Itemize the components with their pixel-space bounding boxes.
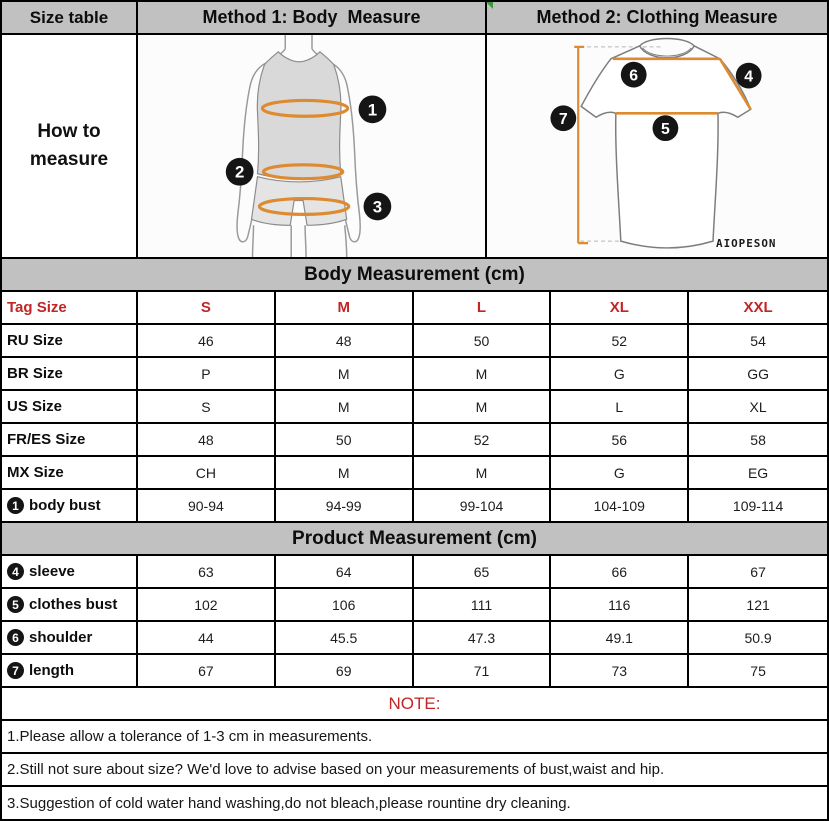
size-value: 50	[414, 325, 552, 356]
size-value: 94-99	[276, 490, 414, 521]
size-value: 46	[138, 325, 276, 356]
size-value: 116	[551, 589, 689, 620]
numbered-bullet-icon: 6	[7, 629, 24, 646]
size-value: M	[276, 292, 414, 323]
note-item-3: 3.Suggestion of cold water hand washing,do not bleach,please rountine dry cleaning.	[7, 794, 571, 812]
top-header-row	[2, 2, 827, 35]
clothing-measure-illustration	[487, 35, 827, 257]
numbered-bullet-icon: 5	[7, 596, 24, 613]
table-row	[2, 325, 827, 358]
row-label	[2, 556, 138, 587]
body-marker-1	[359, 95, 387, 123]
size-value: 67	[138, 655, 276, 686]
size-value: CH	[138, 457, 276, 488]
product-measurement-table	[2, 556, 827, 688]
size-value: XL	[551, 292, 689, 323]
product-measurement-title: Product Measurement (cm)	[2, 523, 827, 556]
size-table-header: Size table	[2, 2, 138, 33]
size-value: 50.9	[744, 629, 772, 646]
table-row	[2, 622, 827, 655]
size-value: 52	[414, 424, 552, 455]
svg-text:1: 1	[367, 100, 378, 120]
row-label	[2, 391, 138, 422]
size-value: L	[414, 292, 552, 323]
size-value: 54	[750, 332, 766, 349]
size-value: G	[551, 358, 689, 389]
method1-header: Method 1: Body Measure	[138, 2, 487, 33]
table-row	[2, 391, 827, 424]
size-value: 44	[138, 622, 276, 653]
size-value: P	[138, 358, 276, 389]
row-label-text: body bust	[29, 497, 101, 514]
row-label-text: sleeve	[29, 563, 75, 580]
size-value: EG	[747, 464, 769, 481]
size-value: 75	[750, 662, 766, 679]
svg-text:5: 5	[661, 121, 670, 139]
shirt-marker-7	[550, 105, 576, 131]
body-marker-3	[364, 193, 392, 221]
size-value: 71	[414, 655, 552, 686]
size-value: 64	[276, 556, 414, 587]
size-value: XXL	[743, 299, 773, 316]
size-value: 47.3	[414, 622, 552, 653]
size-value: L	[551, 391, 689, 422]
size-value: S	[138, 391, 276, 422]
size-value: 111	[414, 589, 552, 620]
body-figure-image	[138, 35, 485, 257]
size-value: 73	[551, 655, 689, 686]
shirt-marker-6	[621, 62, 647, 88]
numbered-bullet-icon: 4	[7, 563, 24, 580]
size-value: 102	[138, 589, 276, 620]
svg-text:7: 7	[558, 111, 568, 129]
note-item-1: 1.Please allow a tolerance of 1-3 cm in measurements.	[2, 721, 827, 754]
row-label	[2, 589, 138, 620]
numbered-bullet-icon: 7	[7, 662, 24, 679]
size-value: 50	[276, 424, 414, 455]
size-value: 69	[276, 655, 414, 686]
row-label	[2, 655, 138, 686]
row-label-text: clothes bust	[29, 596, 118, 613]
note-item-2: 2.Still not sure about size? We'd love to advise based on your measurements of bust,waist and hip.	[2, 754, 827, 787]
body-measurement-title: Body Measurement (cm)	[2, 259, 827, 292]
size-value: M	[276, 391, 414, 422]
row-label	[2, 457, 138, 488]
row-label	[2, 325, 138, 356]
size-value: M	[414, 457, 552, 488]
size-value: 48	[138, 424, 276, 455]
table-row	[2, 490, 827, 523]
size-value: 45.5	[276, 622, 414, 653]
row-label	[2, 424, 138, 455]
svg-text:4: 4	[744, 68, 754, 86]
shirt-marker-4	[736, 63, 762, 89]
row-label-text: US Size	[7, 398, 63, 415]
svg-text:6: 6	[629, 67, 639, 85]
size-value: 121	[746, 596, 770, 613]
body-measure-illustration	[138, 35, 487, 257]
brand-text: AIOPESON	[716, 237, 777, 251]
size-value: M	[276, 457, 414, 488]
size-value: 65	[414, 556, 552, 587]
table-row	[2, 424, 827, 457]
body-measurement-table	[2, 292, 827, 523]
size-value: 48	[276, 325, 414, 356]
table-row	[2, 292, 827, 325]
row-label-text: FR/ES Size	[7, 431, 86, 448]
row-label-text: MX Size	[7, 464, 64, 481]
size-value: 67	[750, 563, 766, 580]
size-value: M	[276, 358, 414, 389]
size-value: 99-104	[414, 490, 552, 521]
row-label	[2, 622, 138, 653]
tshirt-figure-image	[487, 35, 827, 257]
svg-text:3: 3	[372, 197, 383, 217]
row-label	[2, 490, 138, 521]
table-row	[2, 358, 827, 391]
body-marker-2	[226, 158, 254, 186]
row-label	[2, 292, 138, 323]
how-to-measure-row	[2, 35, 827, 259]
row-label-text: RU Size	[7, 332, 63, 349]
size-value: M	[414, 358, 552, 389]
size-value: 106	[276, 589, 414, 620]
numbered-bullet-icon: 1	[7, 497, 24, 514]
method2-header: Method 2: Clothing Measure	[536, 7, 778, 27]
shirt-marker-5	[653, 115, 679, 141]
row-label	[2, 358, 138, 389]
size-value: 56	[551, 424, 689, 455]
size-value: XL	[749, 398, 767, 415]
size-value: S	[138, 292, 276, 323]
length-line	[574, 47, 588, 243]
row-label-text: length	[29, 662, 74, 679]
table-row	[2, 655, 827, 688]
size-value: GG	[747, 365, 769, 382]
size-value: G	[551, 457, 689, 488]
size-value: 104-109	[551, 490, 689, 521]
row-label-text: Tag Size	[7, 299, 67, 316]
size-value: 58	[750, 431, 766, 448]
row-label-text: BR Size	[7, 365, 63, 382]
size-value: 66	[551, 556, 689, 587]
row-label-text: shoulder	[29, 629, 93, 646]
size-value: 52	[551, 325, 689, 356]
table-row	[2, 457, 827, 490]
how-to-measure-label: How to measure	[2, 35, 138, 257]
size-value: 109-114	[732, 497, 784, 514]
svg-text:2: 2	[234, 162, 245, 182]
green-artifact-mark	[486, 2, 493, 9]
note-title: NOTE:	[2, 688, 827, 721]
size-value: M	[414, 391, 552, 422]
size-value: 63	[138, 556, 276, 587]
size-value: 90-94	[138, 490, 276, 521]
table-row	[2, 556, 827, 589]
size-value: 49.1	[551, 622, 689, 653]
table-row	[2, 589, 827, 622]
